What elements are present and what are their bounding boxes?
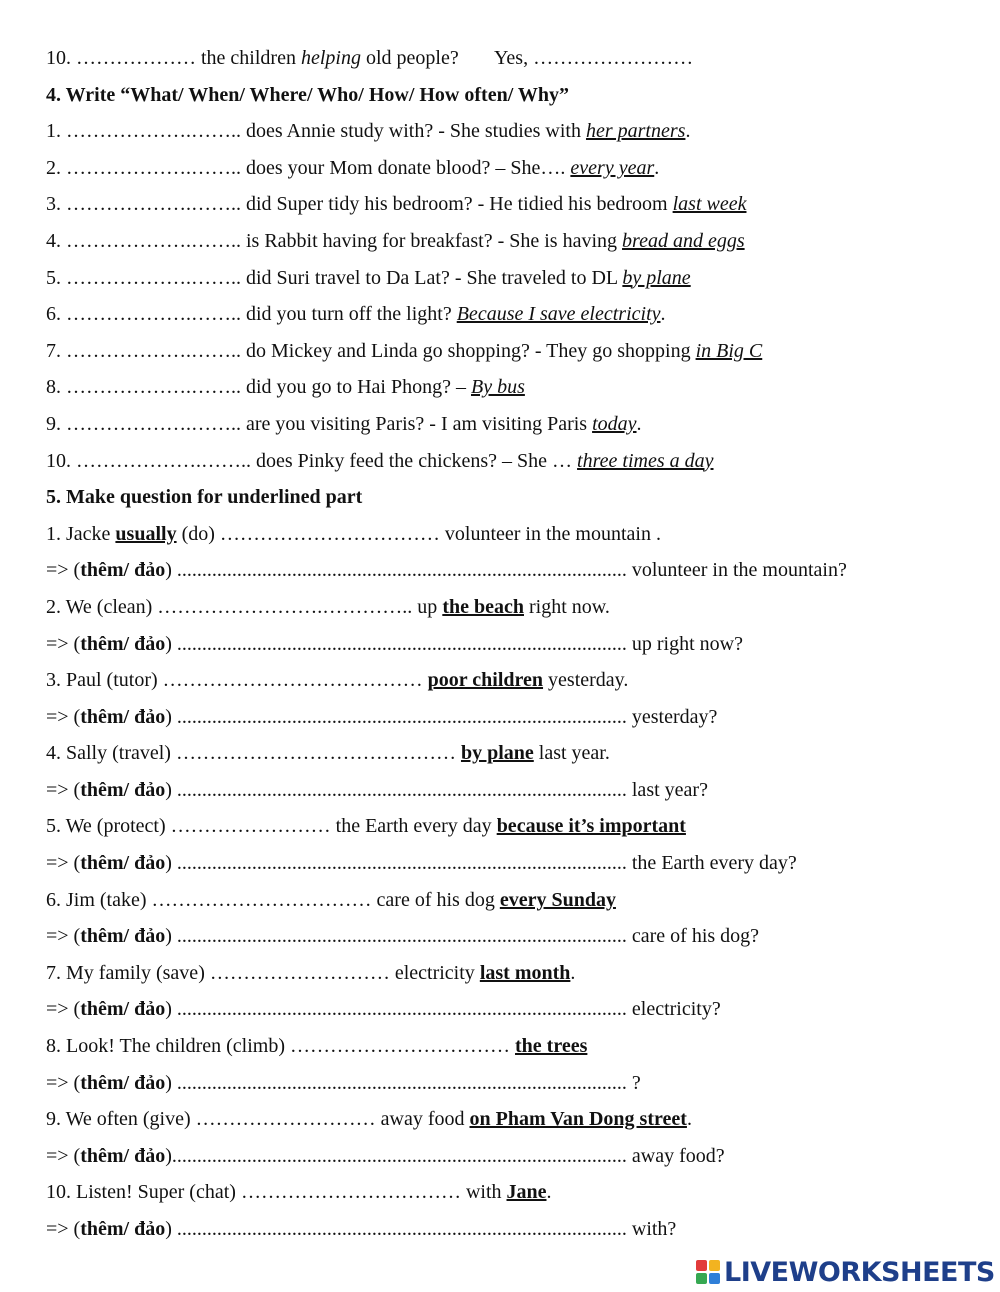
section-4-question: [46, 369, 976, 406]
sentence-end: right now.: [523, 595, 610, 618]
answer-hint: thêm/ đảo: [80, 778, 166, 801]
answer-lead: => (: [46, 925, 81, 948]
sentence-end: (do) …………………………… volunteer in the mountain .: [176, 522, 661, 545]
underlined-part: Jane: [506, 1181, 547, 1204]
question-end: .: [660, 303, 666, 326]
section-5-sentence: [46, 808, 976, 845]
answer-underlined: By bus: [471, 376, 525, 399]
sentence-text: 7. My family (save) ……………………… electricity: [46, 961, 480, 984]
section-4-question: [46, 333, 976, 370]
answer-lead: => (: [46, 705, 81, 728]
section-5-sentence: [46, 589, 976, 626]
answer-hint: thêm/ đảo: [80, 925, 166, 948]
answer-underlined: three times a day: [577, 449, 714, 472]
answer-underlined: by plane: [622, 266, 691, 289]
section-5-sentence: [46, 1174, 976, 1211]
question-text: 8. ……………….…….. did you go to Hai Phong? –: [46, 376, 471, 399]
answer-blank: ) .......................................................................................... ?: [165, 1071, 641, 1094]
answer-lead: => (: [46, 852, 81, 875]
answer-hint: thêm/ đảo: [80, 998, 166, 1021]
underlined-part: the beach: [442, 595, 524, 618]
answer-blank: ) .......................................................................................... volunteer in the mountain?: [165, 559, 847, 582]
answer-blank: ) .......................................................................................... last year?: [165, 778, 708, 801]
answer-hint: thêm/ đảo: [80, 1218, 166, 1240]
section-5-list: [46, 516, 976, 1248]
answer-blank: ) .......................................................................................... up right now?: [165, 632, 743, 655]
sentence-text: 3. Paul (tutor) …………………………………: [46, 669, 428, 692]
answer-underlined: Because I save electricity: [456, 303, 661, 326]
underlined-part: poor children: [427, 669, 544, 692]
sentence-end: .: [546, 1181, 552, 1204]
answer-lead: => (: [46, 559, 81, 582]
section-5-title: 5. Make question for underlined part: [46, 486, 363, 509]
question-text: 6. ……………….…….. did you turn off the light?: [46, 303, 457, 326]
section-4-question: [46, 443, 976, 480]
answer-hint: thêm/ đảo: [80, 632, 166, 655]
section-5-sentence: [46, 1101, 976, 1138]
sentence-end: .: [686, 1108, 692, 1131]
answer-blank: ) .......................................................................................... the Earth every day?: [165, 852, 797, 875]
section-4-question: [46, 296, 976, 333]
worksheet-page: [46, 40, 976, 1248]
section-5-answer-line: [46, 552, 976, 589]
question-end: .: [636, 412, 642, 435]
underlined-part: every Sunday: [499, 888, 616, 911]
section-4-list: [46, 113, 976, 479]
question-text: 1. ……………….…….. does Annie study with? - She studies with: [46, 120, 586, 143]
question-4-10: 10. ……………… the children helping old people? Yes, ……………………: [46, 47, 694, 69]
section-5-answer-line: [46, 626, 976, 663]
logo-text: LIVEWORKSHEETS: [724, 1256, 995, 1288]
sentence-text: 5. We (protect) …………………… the Earth every day: [46, 815, 497, 838]
section-5-answer-line: [46, 699, 976, 736]
question-text: 5. ……………….…….. did Suri travel to Da Lat? - She traveled to DL: [46, 266, 623, 289]
section-5-answer-line: [46, 845, 976, 882]
section-4-question: [46, 260, 976, 297]
section-5-sentence: [46, 516, 976, 553]
sentence-end: .: [570, 961, 576, 984]
underlined-part: because it’s important: [496, 815, 686, 838]
answer-lead: => (: [46, 778, 81, 801]
section-5-answer-line: [46, 1211, 976, 1248]
section-4-question: [46, 113, 976, 150]
question-end: .: [685, 120, 691, 143]
logo-blocks-icon: [696, 1260, 720, 1284]
answer-blank: ) .......................................................................................... with?: [165, 1218, 677, 1240]
answer-underlined: in Big C: [695, 339, 763, 362]
section-5-answer-line: [46, 772, 976, 809]
section-5-answer-line: [46, 1138, 976, 1175]
section-4-question: [46, 150, 976, 187]
answer-hint: thêm/ đảo: [80, 705, 166, 728]
section-5-sentence: [46, 882, 976, 919]
section-4-question: [46, 406, 976, 443]
liveworksheets-logo: [696, 1252, 995, 1292]
answer-lead: => (: [46, 1218, 81, 1240]
section-5-answer-line: [46, 918, 976, 955]
question-text: 7. ……………….…….. do Mickey and Linda go shopping? - They go shopping: [46, 339, 696, 362]
question-end: .: [654, 156, 660, 179]
sentence-text: 6. Jim (take) …………………………… care of his dog: [46, 888, 500, 911]
answer-blank: ) .......................................................................................... care of his dog?: [165, 925, 760, 948]
question-text: 3. ……………….…….. did Super tidy his bedroom? - He tidied his bedroom: [46, 193, 673, 216]
section-4-question: [46, 186, 976, 223]
answer-lead: => (: [46, 1071, 81, 1094]
answer-hint: thêm/ đảo: [80, 1144, 166, 1167]
answer-hint: thêm/ đảo: [80, 559, 166, 582]
section-5-sentence: [46, 662, 976, 699]
underlined-part: on Pham Van Dong street: [469, 1108, 687, 1131]
underlined-part: by plane: [460, 742, 534, 765]
answer-underlined: every year: [570, 156, 655, 179]
section-5-answer-line: [46, 991, 976, 1028]
answer-blank: )........................................................................................... away food?: [165, 1144, 725, 1167]
underlined-part: usually: [115, 522, 177, 545]
section-5-sentence: [46, 735, 976, 772]
question-text: 10. ……………….…….. does Pinky feed the chickens? – She …: [46, 449, 578, 472]
section-4-title: 4. Write “What/ When/ Where/ Who/ How/ How often/ Why”: [46, 83, 570, 106]
sentence-text: 4. Sally (travel) ……………………………………: [46, 742, 461, 765]
question-text: 4. ……………….…….. is Rabbit having for breakfast? - She is having: [46, 229, 623, 252]
answer-lead: => (: [46, 1144, 81, 1167]
question-text: 2. ……………….…….. does your Mom donate blood? – She….: [46, 156, 571, 179]
question-text: 9. ……………….…….. are you visiting Paris? - I am visiting Paris: [46, 412, 593, 435]
answer-underlined: last week: [672, 193, 747, 216]
underlined-part: last month: [479, 961, 571, 984]
answer-underlined: her partners: [585, 120, 686, 143]
answer-lead: => (: [46, 998, 81, 1021]
answer-hint: thêm/ đảo: [80, 1071, 166, 1094]
sentence-text: 8. Look! The children (climb) ……………………………: [46, 1035, 516, 1058]
sentence-end: yesterday.: [543, 669, 629, 692]
answer-blank: ) .......................................................................................... yesterday?: [165, 705, 718, 728]
answer-underlined: today: [592, 412, 637, 435]
answer-underlined: bread and eggs: [622, 229, 745, 252]
underlined-part: the trees: [515, 1035, 588, 1058]
answer-blank: ) .......................................................................................... electricity?: [165, 998, 721, 1021]
section-5-sentence: [46, 955, 976, 992]
section-5-answer-line: [46, 1065, 976, 1102]
sentence-text: 9. We often (give) ……………………… away food: [46, 1108, 470, 1131]
section-5-sentence: [46, 1028, 976, 1065]
sentence-text: 1. Jacke: [46, 522, 116, 545]
sentence-text: 2. We (clean) …………………….………….. up: [46, 595, 443, 618]
sentence-end: last year.: [533, 742, 610, 765]
answer-lead: => (: [46, 632, 81, 655]
sentence-text: 10. Listen! Super (chat) …………………………… with: [46, 1181, 507, 1204]
section-4-question: [46, 223, 976, 260]
answer-hint: thêm/ đảo: [80, 852, 166, 875]
